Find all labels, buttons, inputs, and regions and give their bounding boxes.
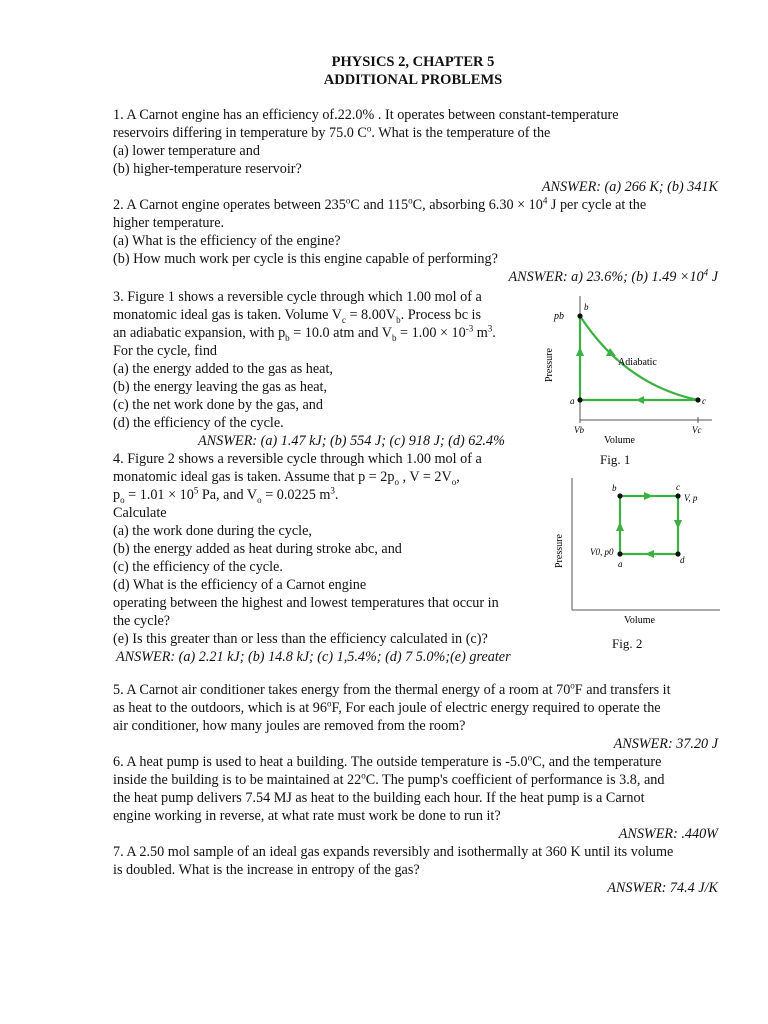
figure-2-label-a: a	[618, 559, 623, 569]
figure-2-point-b	[617, 493, 622, 498]
figure-2-label-vp: V, p	[684, 493, 698, 503]
problem-2-line-3: (a) What is the efficiency of the engine?	[113, 233, 341, 249]
figure-2-label-v0p0: V0, p0	[590, 547, 614, 557]
problem-1-line-4: (b) higher-temperature reservoir?	[113, 161, 302, 177]
problem-1-line-3: (a) lower temperature and	[113, 143, 260, 159]
problem-1-line-2: reservoirs differing in temperature by 75.0 $C^o$. What is the temperature of the	[113, 123, 551, 141]
problem-5-line-2: as heat to the outdoors, which is at 96$^o$F, For each joule of electric energy required to operate the	[113, 698, 661, 716]
figure-1-label-adiabatic: Adiabatic	[618, 357, 657, 368]
problem-6-line-2: inside the building is to be maintained at 22$^o$C. The pump's coefficient of performance is 3.8, and	[113, 770, 665, 788]
problem-7-answer: ANSWER: 74.4 J/K	[607, 880, 718, 896]
figure-2	[544, 474, 726, 630]
problem-7-line-1: 7. A 2.50 mol sample of an ideal gas expands reversibly and isothermally at 360 K until its volume	[113, 844, 674, 860]
figure-1-x-axis-label: Volume	[604, 435, 635, 446]
problem-5-answer: ANSWER: 37.20 J	[613, 736, 718, 752]
problem-3-line-2: monatomic ideal gas is taken. Volume $V_c = 8.00V_b$. Process bc is	[113, 307, 482, 325]
figure-2-y-axis-label: Pressure	[554, 534, 565, 568]
problem-4-line-3: $p_o = 1.01 \times 10^5$ Pa, and $V_o = 0.0225$ $m^3$.	[113, 485, 339, 505]
problem-4-line-4: Calculate	[113, 505, 167, 521]
problem-2-line-4: (b) How much work per cycle is this engine capable of performing?	[113, 251, 498, 267]
figure-1-arrow-left-icon	[636, 396, 644, 404]
problem-3-line-7: (c) the net work done by the gas, and	[113, 397, 323, 413]
problem-2-line-1: 2. A Carnot engine operates between 235$^o$C and 115$^o$C, absorbing $6.30 \times 10^4$ J per cycle at the	[113, 195, 647, 213]
figure-1-diagram	[540, 292, 720, 448]
figure-1-y-axis-label: Pressure	[544, 348, 555, 382]
problem-3-line-1: 3. Figure 1 shows a reversible cycle through which 1.00 mol of a	[113, 289, 482, 305]
figure-2-arrow-left-icon	[645, 550, 654, 558]
figure-2-diagram	[544, 474, 726, 630]
figure-2-cycle-square	[620, 496, 678, 554]
problem-6-line-4: engine working in reverse, at what rate must work be done to run it?	[113, 808, 501, 824]
figure-1-point-a	[577, 397, 582, 402]
problem-5-line-3: air conditioner, how many joules are removed from the room?	[113, 718, 466, 734]
figure-2-label-b: b	[612, 483, 617, 493]
figure-1-caption: Fig. 1	[600, 452, 631, 467]
figure-2-arrow-up-icon	[616, 522, 624, 531]
figure-2-point-c	[675, 493, 680, 498]
figure-2-label-d: d	[680, 555, 685, 565]
figure-1-label-vb: Vb	[574, 425, 584, 435]
figure-1-label-vc: Vc	[692, 425, 702, 435]
figure-1-label-pb: pb	[554, 311, 564, 322]
problem-4-line-2: monatomic ideal gas is taken. Assume that $p = 2p_o$ , $V = 2V_o$,	[113, 469, 460, 487]
problem-3-line-6: (b) the energy leaving the gas as heat,	[113, 379, 328, 395]
figure-2-arrow-down-icon	[674, 520, 682, 529]
problem-4-line-6: (b) the energy added as heat during stroke abc, and	[113, 541, 402, 557]
problem-1-line-1: 1. A Carnot engine has an efficiency of.22.0% . It operates between constant-temperature	[113, 107, 619, 123]
problem-3-line-3: an adiabatic expansion, with $p_b = 10.0$ atm and $V_b = 1.00 \times 10^{-3}$ $m^3$.	[113, 323, 496, 343]
figure-2-label-c: c	[676, 482, 680, 492]
problem-3-line-8: (d) the efficiency of the cycle.	[113, 415, 284, 431]
figure-1-label-a: a	[570, 396, 575, 406]
document-subtitle: ADDITIONAL PROBLEMS	[323, 72, 503, 88]
figure-1-label-c: c	[702, 396, 706, 406]
figure-2-caption: Fig. 2	[612, 636, 643, 651]
problem-4-answer: ANSWER: (a) 2.21 kJ; (b) 14.8 kJ; (c) 1,5.4%; (d) 7 5.0%;(e) greater	[116, 649, 511, 665]
problem-4-line-10: the cycle?	[113, 613, 171, 629]
problem-4-line-7: (c) the efficiency of the cycle.	[113, 559, 283, 575]
problem-4-line-5: (a) the work done during the cycle,	[113, 523, 312, 539]
problem-2-line-2: higher temperature.	[113, 215, 225, 231]
problem-4-line-8: (d) What is the efficiency of a Carnot engine	[113, 577, 367, 593]
figure-1	[540, 292, 720, 448]
figure-1-point-c	[695, 397, 700, 402]
figure-2-arrow-right-icon	[644, 492, 653, 500]
problem-4-line-11: (e) Is this greater than or less than the efficiency calculated in (c)?	[113, 631, 488, 647]
figure-1-arrow-up-icon	[576, 347, 584, 356]
figure-1-point-b	[577, 313, 582, 318]
document-title: PHYSICS 2, CHAPTER 5	[331, 54, 495, 70]
problem-3-line-5: (a) the energy added to the gas as heat,	[113, 361, 333, 377]
problem-3-answer: ANSWER: (a) 1.47 kJ; (b) 554 J; (c) 918 J; (d) 62.4%	[198, 433, 505, 449]
figure-1-label-b: b	[584, 302, 589, 312]
problem-2-answer: ANSWER: a) 23.6%; (b) $1.49 \times 10^4$ J	[508, 267, 718, 285]
problem-4-line-9: operating between the highest and lowest temperatures that occur in	[113, 595, 499, 611]
figure-2-point-a	[617, 551, 622, 556]
problem-6-line-1: 6. A heat pump is used to heat a building. The outside temperature is -5.0$^o$C, and the temperature	[113, 752, 662, 770]
problem-5-line-1: 5. A Carnot air conditioner takes energy from the thermal energy of a room at 70$^o$F and transfers it	[113, 680, 671, 698]
problem-7-line-2: is doubled. What is the increase in entropy of the gas?	[113, 862, 420, 878]
problem-4-line-1: 4. Figure 2 shows a reversible cycle through which 1.00 mol of a	[113, 451, 482, 467]
problem-3-line-4: For the cycle, find	[113, 343, 218, 359]
figure-2-x-axis-label: Volume	[624, 615, 655, 626]
problem-6-line-3: the heat pump delivers 7.54 MJ as heat to the building each hour. If the heat pump is a Carnot	[113, 790, 645, 806]
problem-6-answer: ANSWER: .440W	[618, 826, 718, 842]
problem-1-answer: ANSWER: (a) 266 K; (b) 341K	[541, 179, 718, 195]
